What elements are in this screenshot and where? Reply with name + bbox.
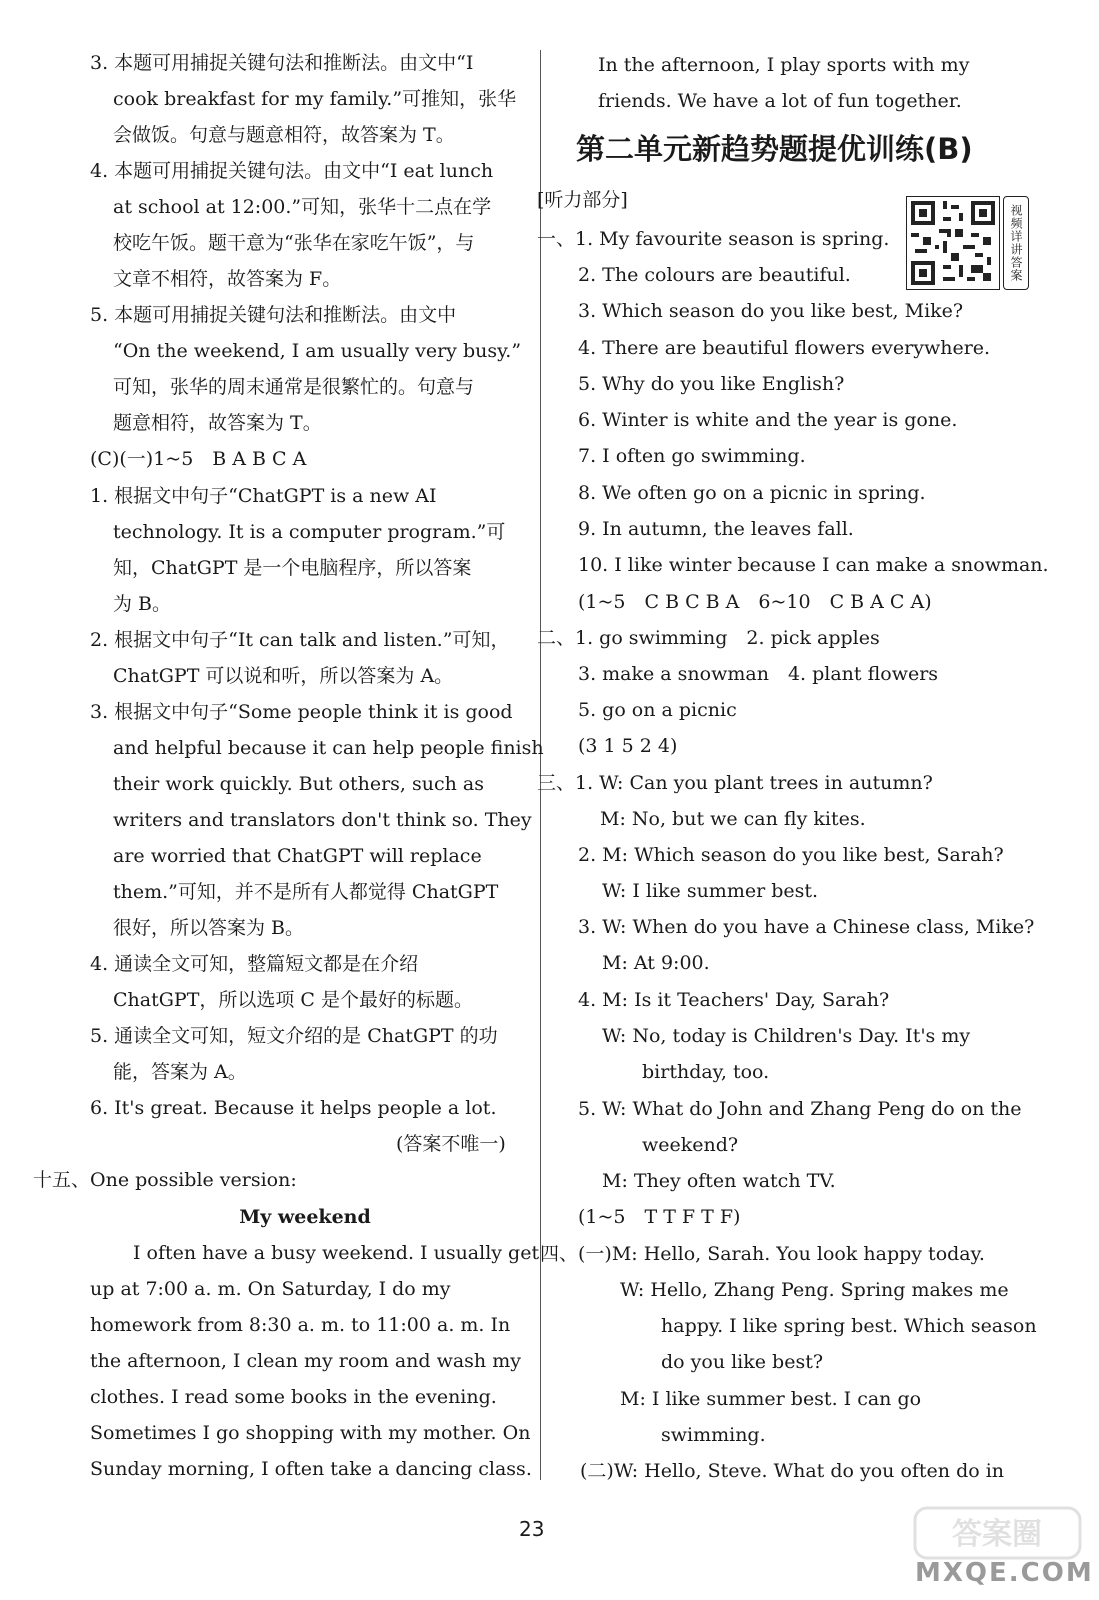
text-line: W: Hello, Zhang Peng. Spring makes me: [620, 1279, 1009, 1301]
text-line: 文章不相符，故答案为 F。: [113, 268, 342, 290]
answer-key: (C)(一)1~5 B A B C A: [90, 448, 307, 470]
text-line: 能，答案为 A。: [113, 1061, 247, 1083]
essay-line: In the afternoon, I play sports with my: [598, 54, 970, 76]
text-line: swimming.: [661, 1424, 766, 1446]
section-heading: 十五、One possible version:: [33, 1169, 297, 1191]
text-line: them.”可知，并不是所有人都觉得 ChatGPT: [113, 881, 499, 903]
section-title: 第二单元新趋势题提优训练(B): [576, 132, 973, 166]
essay-line: clothes. I read some books in the evening.: [90, 1386, 497, 1408]
text-line: (二)W: Hello, Steve. What do you often do in: [580, 1460, 1005, 1482]
text-line: W: No, today is Children's Day. It's my: [602, 1025, 971, 1047]
text-line: W: I like summer best.: [602, 880, 819, 902]
text-line: M: At 9:00.: [602, 952, 710, 974]
essay-line: Sometimes I go shopping with my mother. On: [90, 1422, 531, 1444]
text-line: 4. There are beautiful flowers everywhere.: [578, 337, 991, 359]
text-line: 2. The colours are beautiful.: [578, 264, 851, 286]
text-line: 7. I often go swimming.: [578, 445, 806, 467]
text-line: 可知，张华的周末通常是很繁忙的。句意与: [113, 376, 475, 398]
text-line: 很好，所以答案为 B。: [113, 917, 305, 939]
text-line: 5. W: What do John and Zhang Peng do on the: [578, 1098, 1022, 1120]
text-line: technology. It is a computer program.”可: [113, 521, 506, 543]
text-line: ChatGPT 可以说和听，所以答案为 A。: [113, 665, 454, 687]
text-line: M: They often watch TV.: [602, 1170, 836, 1192]
text-line: ChatGPT，所以选项 C 是个最好的标题。: [113, 989, 473, 1011]
essay-line: Sunday morning, I often take a dancing class.: [90, 1458, 532, 1480]
text-line: 四、(一)M: Hello, Sarah. You look happy today.: [540, 1243, 985, 1265]
answer-key: (3 1 5 2 4): [578, 735, 678, 757]
text-line: 1. 根据文中句子“ChatGPT is a new AI: [90, 485, 437, 507]
text-line: 2. 根据文中句子“It can talk and listen.”可知，: [90, 629, 510, 651]
text-line: and helpful because it can help people finish: [113, 737, 544, 759]
text-line: 4. 本题可用捕捉关键句法。由文中“I eat lunch: [90, 160, 494, 182]
page-number: 23: [519, 1517, 545, 1541]
answer-key: (1~5 T T F T F): [578, 1206, 741, 1228]
text-line: do you like best?: [661, 1351, 824, 1373]
text-line: 会做饭。句意与题意相符，故答案为 T。: [113, 124, 455, 146]
qr-code[interactable]: [906, 196, 1000, 290]
text-line: 校吃午饭。题干意为“张华在家吃午饭”，与: [113, 232, 475, 254]
essay-line: I often have a busy weekend. I usually get: [133, 1242, 540, 1264]
watermark-text: MXQE.COM: [915, 1558, 1094, 1588]
text-line: 5. Why do you like English?: [578, 373, 845, 395]
essay-line: up at 7:00 a. m. On Saturday, I do my: [90, 1278, 451, 1300]
text-line: 6. Winter is white and the year is gone.: [578, 409, 958, 431]
text-line: birthday, too.: [642, 1061, 770, 1083]
text-line: 5. go on a picnic: [578, 699, 737, 721]
text-line: their work quickly. But others, such as: [113, 773, 484, 795]
text-line: 4. M: Is it Teachers' Day, Sarah?: [578, 989, 890, 1011]
text-line: 题意相符，故答案为 T。: [113, 412, 322, 434]
text-line: 6. It's great. Because it helps people a lot.: [90, 1097, 497, 1119]
text-line: cook breakfast for my family.”可推知，张华: [113, 88, 517, 110]
text-line: 一、1. My favourite season is spring.: [537, 228, 890, 250]
svg-text:答案圈: 答案圈: [952, 1517, 1042, 1552]
text-line: are worried that ChatGPT will replace: [113, 845, 482, 867]
text-line: “On the weekend, I am usually very busy.”: [113, 340, 522, 362]
essay-line: friends. We have a lot of fun together.: [598, 90, 962, 112]
text-line: 3. 本题可用捕捉关键句法和推断法。由文中“I: [90, 52, 474, 74]
text-line: 4. 通读全文可知，整篇短文都是在介绍: [90, 953, 419, 975]
section-subheading: [听力部分]: [537, 189, 628, 211]
text-line: 为 B。: [113, 593, 172, 615]
answer-key: (1~5 C B C B A 6~10 C B A C A): [578, 591, 932, 613]
text-line: 3. Which season do you like best, Mike?: [578, 300, 964, 322]
text-line: writers and translators don't think so. They: [113, 809, 532, 831]
text-line: 2. M: Which season do you like best, Sarah?: [578, 844, 1004, 866]
text-line: 3. 根据文中句子“Some people think it is good: [90, 701, 513, 723]
essay-line: the afternoon, I clean my room and wash my: [90, 1350, 521, 1372]
text-line: 8. We often go on a picnic in spring.: [578, 482, 926, 504]
text-line: weekend?: [642, 1134, 739, 1156]
text-line: 二、1. go swimming 2. pick apples: [537, 627, 880, 649]
answer-note: (答案不唯一): [396, 1133, 506, 1155]
qr-label: 视频详讲答案: [1003, 196, 1029, 290]
text-line: 三、1. W: Can you plant trees in autumn?: [537, 772, 933, 794]
essay-line: homework from 8:30 a. m. to 11:00 a. m. In: [90, 1314, 511, 1336]
text-line: 5. 本题可用捕捉关键句法和推断法。由文中: [90, 304, 457, 326]
text-line: 5. 通读全文可知，短文介绍的是 ChatGPT 的功: [90, 1025, 498, 1047]
text-line: 知，ChatGPT 是一个电脑程序，所以答案: [113, 557, 472, 579]
essay-title: My weekend: [239, 1206, 371, 1228]
text-line: M: No, but we can fly kites.: [600, 808, 866, 830]
text-line: at school at 12:00.”可知，张华十二点在学: [113, 196, 492, 218]
text-line: 3. make a snowman 4. plant flowers: [578, 663, 939, 685]
text-line: 10. I like winter because I can make a snowman.: [578, 554, 1049, 576]
text-line: M: I like summer best. I can go: [620, 1388, 922, 1410]
text-line: happy. I like spring best. Which season: [661, 1315, 1037, 1337]
text-line: 3. W: When do you have a Chinese class, Mike?: [578, 916, 1035, 938]
text-line: 9. In autumn, the leaves fall.: [578, 518, 854, 540]
